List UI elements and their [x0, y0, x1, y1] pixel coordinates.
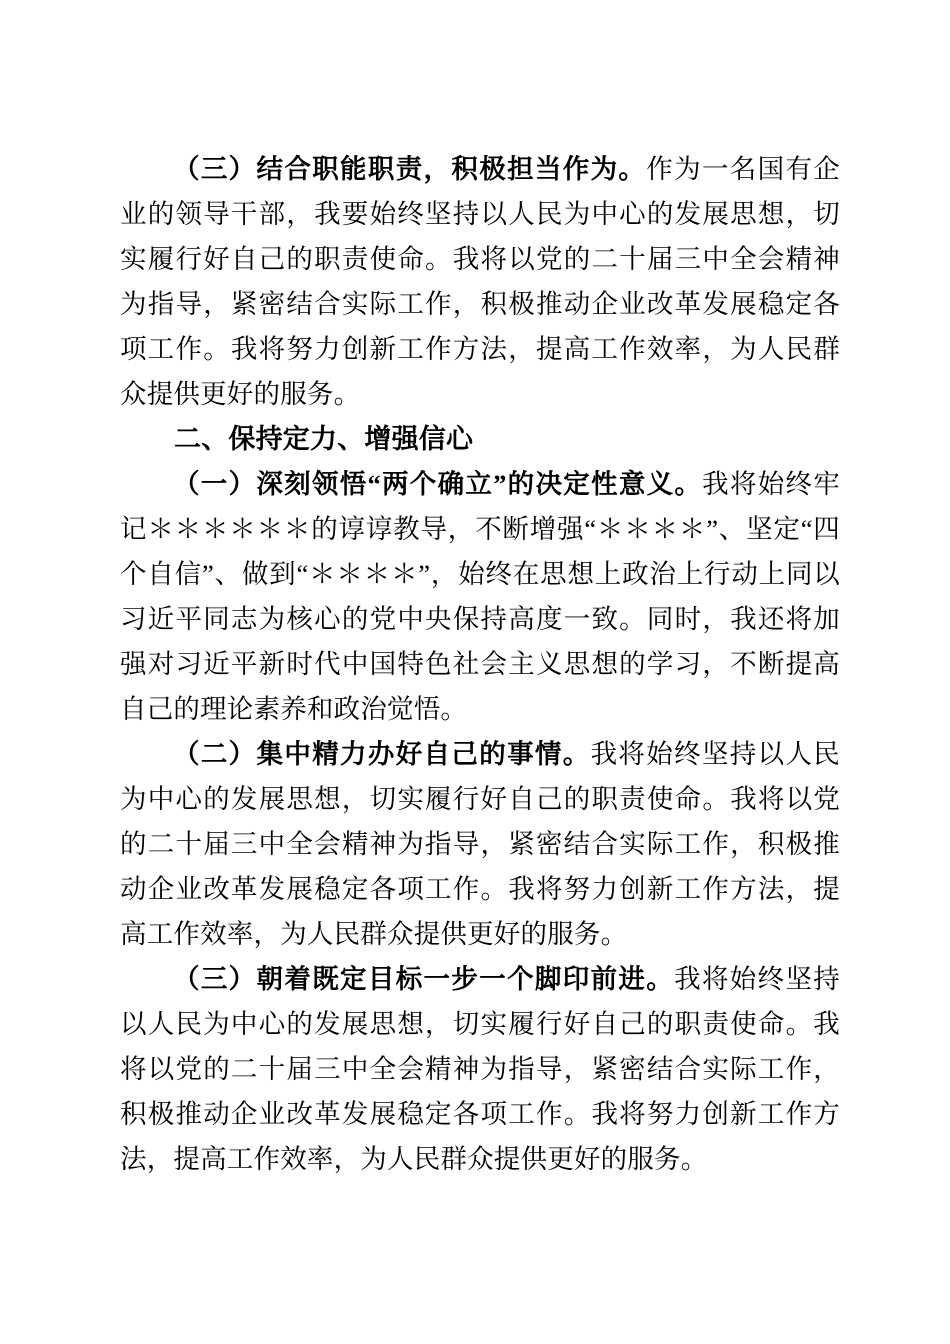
- paragraph-section1-item3: [120, 147, 840, 417]
- paragraph-lead: （三）结合职能职责，积极担当作为。: [173, 154, 647, 184]
- section-heading: 二、保持定力、增强信心: [174, 424, 474, 454]
- paragraph-text: 我将始终坚持以人民为中心的发展思想，切实履行好自己的职责使命。我将以党的二十届三中全会精神为指导，紧密结合实际工作，积极推动企业改革发展稳定各项工作。我将努力创新工作方法，提高工作效率，为人民群众提供更好的服务。: [120, 739, 841, 949]
- paragraph-lead: （二）集中精力办好自己的事情。: [173, 739, 591, 769]
- paragraph-section2-item1: [120, 462, 840, 732]
- paragraph-text: 作为一名国有企业的领导干部，我要始终坚持以人民为中心的发展思想，切实履行好自己的职责使命。我将以党的二十届三中全会精神为指导，紧密结合实际工作，积极推动企业改革发展稳定各项工作。我将努力创新工作方法，提高工作效率，为人民群众提供更好的服务。: [120, 154, 840, 409]
- paragraph-text: 我将始终坚持以人民为中心的发展思想，切实履行好自己的职责使命。我将以党的二十届三中全会精神为指导，紧密结合实际工作，积极推动企业改革发展稳定各项工作。我将努力创新工作方法，提高工作效率，为人民群众提供更好的服务。: [120, 964, 841, 1174]
- paragraph-section2-item2: [120, 732, 840, 957]
- paragraph-text: 我将始终牢记＊＊＊＊＊＊的谆谆教导，不断增强“＊＊＊＊”、坚定“四个自信”、做到“＊＊＊＊”，始终在思想上政治上行动上同以习近平同志为核心的党中央保持高度一致。同时，我还将加强对习近平新时代中国特色社会主义思想的学习，不断提高自己的理论素养和政治觉悟。: [120, 469, 841, 724]
- paragraph-lead: （一）深刻领悟“两个确立”的决定性意义。: [173, 469, 703, 499]
- paragraph-lead: （三）朝着既定目标一步一个脚印前进。: [173, 964, 675, 994]
- paragraph-section2-item3: [120, 957, 840, 1182]
